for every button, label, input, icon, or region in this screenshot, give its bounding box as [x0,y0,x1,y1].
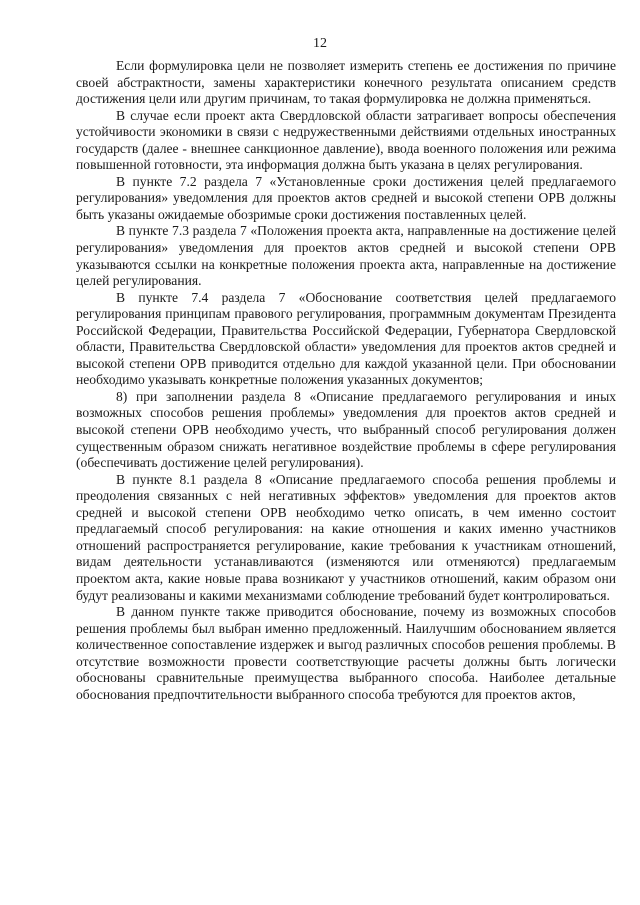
paragraph: В пункте 7.3 раздела 7 «Положения проекта акта, направленные на достижение целей регулирования» уведомления для проектов актов средней и высокой степени ОРВ указываются ссылки на конкретные положения проекта акта, направленные на достижение целей регулирования. [76,223,616,289]
page-number: 12 [313,36,327,51]
document-body [76,58,616,703]
paragraph: 8) при заполнении раздела 8 «Описание предлагаемого регулирования и иных возможных способов решения проблемы» уведомления для проектов актов средней и высокой степени ОРВ необходимо учесть, что выбранный способ регулирования должен существенным образом снижать негативное воздействие проблемы в сфере регулирования (обеспечивать достижение целей регулирования). [76,388,616,471]
paragraph: В случае если проект акта Свердловской области затрагивает вопросы обеспечения устойчивости экономики в связи с недружественными действиями отдельных иностранных государств (далее - внешнее санкционное давление), ввода военного положения или режима повышенной готовности, эта информация должна быть указана в целях регулирования. [76,107,616,173]
paragraph: В данном пункте также приводится обоснование, почему из возможных способов решения проблемы был выбран именно предложенный. Наилучшим обоснованием является количественное сопоставление издержек и выгод различных способов решения проблемы. В отсутствие возможности провести соответствующие расчеты должны быть логически обоснованы сравнительные преимущества выбранного способа. Наиболее детальные обоснования предпочтительности выбранного способа требуются для проектов актов, [76,604,616,702]
paragraph: Если формулировка цели не позволяет измерить степень ее достижения по причине своей абстрактности, замены характеристики конечного результата описанием средств достижения цели или другим причинам, то такая формулировка не должна применяться. [76,58,616,107]
paragraph: В пункте 7.2 раздела 7 «Установленные сроки достижения целей предлагаемого регулирования» уведомления для проектов актов средней и высокой степени ОРВ должны быть указаны ожидаемые обозримые сроки достижения поставленных целей. [76,173,616,222]
paragraph: В пункте 7.4 раздела 7 «Обоснование соответствия целей предлагаемого регулирования принципам правового регулирования, программным документам Президента Российской Федерации, Правительства Российской Федерации, Губернатора Свердловской области, Правительства Свердловской области» уведомления для проектов актов средней и высокой степени ОРВ приводится отдельно для каждой указанной цели. При обосновании необходимо указывать конкретные положения указанных документов; [76,289,616,388]
paragraph: В пункте 8.1 раздела 8 «Описание предлагаемого способа решения проблемы и преодоления связанных с ней негативных эффектов» уведомления для проектов актов средней и высокой степени ОРВ необходимо четко описать, в чем именно состоит предлагаемый способ регулирования: на какие отношения и каких именно участников отношений распространяется регулирование, какие требования к участникам отношений, видам деятельности устанавливаются (изменяются или отменяются) предлагаемым проектом акта, какие новые права возникают у участников отношений, каким образом они будут реализованы и какими механизмами соблюдение требований будет контролироваться. [76,471,616,603]
